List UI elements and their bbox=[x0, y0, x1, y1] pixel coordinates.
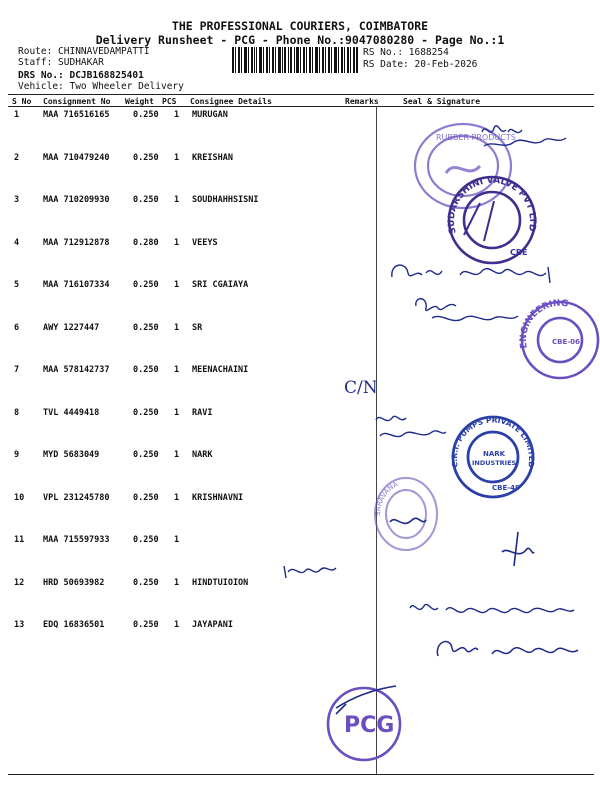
row-consignee: SR bbox=[192, 322, 203, 333]
sudarshini-stamp-text: SUDARSHINI VALVE PVT LTD bbox=[446, 175, 538, 235]
company-title: THE PROFESSIONAL COURIERS, COIMBATORE bbox=[171, 19, 429, 33]
row-consignment: EDQ 16836501 bbox=[43, 620, 105, 630]
row-consignment: MAA 716107334 bbox=[43, 280, 110, 290]
row-weight: 0.250 bbox=[133, 280, 159, 290]
row-pcs: 1 bbox=[174, 237, 180, 248]
row-pcs: 1 bbox=[174, 110, 180, 120]
engineering-stamp-code: CBE-06 bbox=[552, 338, 580, 346]
vehicle-label: Vehicle: Two Wheeler Delivery bbox=[18, 81, 184, 92]
row-weight: 0.250 bbox=[133, 365, 159, 375]
cri-pumps-stamp-code: CBE-49 bbox=[492, 484, 520, 492]
row-consignment: MAA 715597933 bbox=[43, 535, 110, 545]
row-sno: 2 bbox=[14, 152, 20, 163]
row-sno: 7 bbox=[14, 365, 20, 375]
row-consignment: MAA 710209930 bbox=[43, 195, 110, 205]
signature-row1 bbox=[478, 118, 570, 154]
signature-row11 bbox=[496, 530, 536, 570]
saravana-stamp-text: SARAVANA bbox=[373, 480, 400, 517]
barcode bbox=[232, 47, 358, 73]
signature-row13 bbox=[432, 632, 582, 666]
sudarshini-stamp bbox=[442, 173, 542, 268]
sudarshini-stamp-code: CBE bbox=[510, 248, 528, 257]
row-pcs: 1 bbox=[174, 620, 180, 630]
row-consignment: MAA 716516165 bbox=[43, 110, 110, 120]
row-pcs: 1 bbox=[174, 492, 180, 503]
row-pcs: 1 bbox=[174, 322, 180, 333]
row-consignment: MAA 578142737 bbox=[43, 365, 110, 375]
engineering-stamp-text: ENGINEERING bbox=[518, 298, 569, 350]
row-sno: 12 bbox=[14, 577, 25, 588]
row-pcs: 1 bbox=[174, 280, 180, 290]
row-sno: 4 bbox=[14, 237, 20, 248]
row-weight: 0.250 bbox=[133, 535, 159, 545]
row-consignee: MEENACHAINI bbox=[192, 365, 249, 375]
row-weight: 0.250 bbox=[133, 152, 159, 163]
row-pcs: 1 bbox=[174, 577, 180, 588]
row-sno: 8 bbox=[14, 407, 20, 418]
row-sno: 13 bbox=[14, 620, 25, 630]
row-consignment: MAA 710479240 bbox=[43, 152, 110, 163]
row-weight: 0.250 bbox=[133, 492, 159, 503]
rs-date: RS Date: 20-Feb-2026 bbox=[363, 59, 478, 70]
row-weight: 0.250 bbox=[133, 110, 159, 120]
row-consignee: NARK bbox=[192, 450, 213, 460]
row-weight: 0.250 bbox=[133, 577, 159, 588]
row-consignee: KREISHAN bbox=[192, 152, 233, 163]
row-consignee: SOUDHAHHSISNI bbox=[192, 195, 259, 205]
signature-row12b bbox=[406, 596, 578, 626]
row-pcs: 1 bbox=[174, 152, 180, 163]
rs-number: RS No.: 1688254 bbox=[363, 47, 449, 58]
row-pcs: 1 bbox=[174, 407, 180, 418]
row-sno: 3 bbox=[14, 195, 20, 205]
signature-row5 bbox=[412, 292, 522, 332]
signature-row12 bbox=[280, 558, 340, 582]
pcg-stamp bbox=[318, 680, 408, 765]
row-consignee: KRISHNAVNI bbox=[192, 492, 244, 503]
row-consignee: RAVI bbox=[192, 407, 213, 418]
row-weight: 0.250 bbox=[133, 620, 159, 630]
col-consignment: Consignment No bbox=[43, 97, 111, 106]
col-remarks: Remarks bbox=[345, 97, 379, 106]
col-weight: Weight bbox=[125, 97, 154, 106]
row-consignment: AWY 1227447 bbox=[43, 322, 100, 333]
row-consignment: HRD 50693982 bbox=[43, 577, 105, 588]
footer-rule bbox=[8, 774, 594, 775]
row-sno: 10 bbox=[14, 492, 25, 503]
signature-row8 bbox=[370, 410, 450, 450]
cri-pumps-stamp bbox=[448, 412, 538, 502]
row-consignment: VPL 231245780 bbox=[43, 492, 110, 503]
remark-cn: C/N bbox=[344, 378, 378, 398]
col-sno: S No bbox=[12, 97, 32, 106]
staff-label: Staff: SUDHAKAR bbox=[18, 57, 104, 68]
row-weight: 0.250 bbox=[133, 450, 159, 460]
row-pcs: 1 bbox=[174, 365, 180, 375]
row-consignment: MAA 712912878 bbox=[43, 237, 110, 248]
header-rule-bottom bbox=[8, 106, 594, 107]
runsheet-title: Delivery Runsheet - PCG - Phone No.:9047080280 - Page No.:1 bbox=[95, 33, 505, 47]
row-sno: 5 bbox=[14, 280, 20, 290]
row-weight: 0.250 bbox=[133, 407, 159, 418]
col-seal: Seal & Signature bbox=[403, 97, 481, 106]
row-consignment: TVL 4449418 bbox=[43, 407, 100, 418]
row-consignee: SRI CGAIAYA bbox=[192, 280, 249, 290]
nark-stamp-text: NARK bbox=[483, 450, 506, 458]
row-consignment: MYD 5683049 bbox=[43, 450, 100, 460]
row-consignee: JAYAPANI bbox=[192, 620, 233, 630]
col-consignee: Consignee Details bbox=[190, 97, 272, 106]
cri-pumps-stamp-text: C.R.I. PUMPS PRIVATE LIMITED bbox=[449, 415, 537, 469]
saravana-stamp bbox=[372, 474, 444, 554]
row-sno: 6 bbox=[14, 322, 20, 333]
row-consignee: MURUGAN bbox=[192, 110, 228, 120]
row-pcs: 1 bbox=[174, 535, 180, 545]
signature-row4 bbox=[386, 255, 558, 289]
row-sno: 1 bbox=[14, 110, 20, 120]
row-weight: 0.250 bbox=[133, 322, 159, 333]
row-pcs: 1 bbox=[174, 450, 180, 460]
route-label: Route: CHINNAVEDAMPATTI bbox=[18, 46, 150, 57]
engineering-stamp bbox=[515, 298, 600, 383]
row-sno: 9 bbox=[14, 450, 20, 460]
pcg-stamp-text: PCG bbox=[344, 713, 395, 738]
col-pcs: PCS bbox=[162, 97, 177, 106]
header-rule-top bbox=[8, 94, 594, 95]
row-consignee: VEEYS bbox=[192, 237, 218, 248]
row-pcs: 1 bbox=[174, 195, 180, 205]
rubber-stamp-text: RUBBER PRODUCTS bbox=[436, 133, 516, 142]
drs-number: DRS No.: DCJB168825401 bbox=[18, 70, 144, 81]
row-weight: 0.280 bbox=[133, 237, 159, 248]
row-consignee: HINDTUIOION bbox=[192, 577, 249, 588]
row-weight: 0.250 bbox=[133, 195, 159, 205]
row-sno: 11 bbox=[14, 535, 25, 545]
nark-stamp-text-2: INDUSTRIES bbox=[472, 459, 517, 467]
